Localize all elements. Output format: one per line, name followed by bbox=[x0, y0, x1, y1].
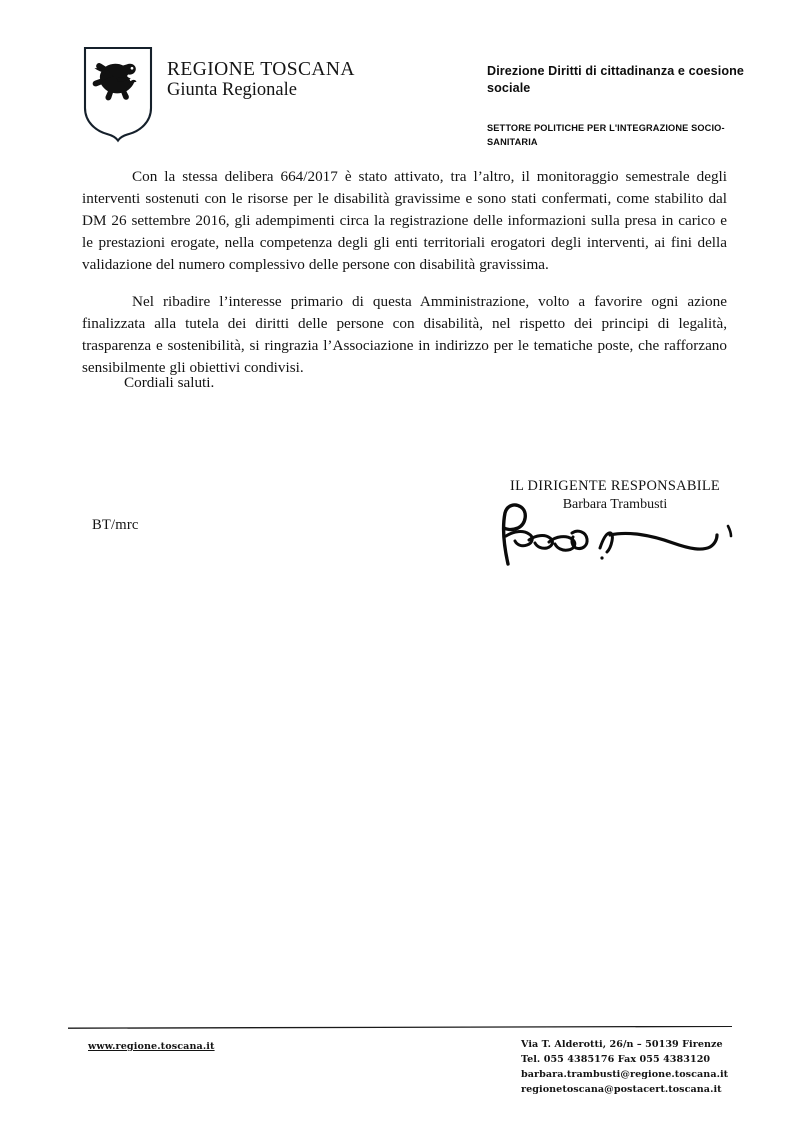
organization-names bbox=[167, 45, 355, 102]
signatory-name: Barbara Trambusti bbox=[562, 496, 668, 512]
closing-salutation: Cordiali saluti. bbox=[124, 374, 215, 391]
department-block bbox=[487, 63, 757, 149]
department-sector: SETTORE POLITICHE PER L'INTEGRAZIONE SOCIO-SANITARIA bbox=[487, 123, 725, 147]
body-paragraph: Con la stessa delibera 664/2017 è stato attivato, tra l’altro, il monitoraggio semestrale degli interventi sostenuti con le risorse per le disabilità gravissime e sono stati confermati, come stabilito dal DM 26 settembre 2016, gli adempimenti circa la registrazione delle informazioni sulla presa in carico e le prestazioni erogate, nella competenza degli gli enti territoriali erogatori degli interventi, ai fini della validazione del numero complessivo delle persone con disabilità gravissima. bbox=[82, 168, 727, 273]
handwritten-signature-icon bbox=[488, 502, 763, 570]
signatory-role: IL DIRIGENTE RESPONSABILE bbox=[509, 478, 721, 494]
reference-initials: BT/mrc bbox=[92, 517, 139, 533]
footer-divider bbox=[68, 1026, 732, 1029]
contact-details bbox=[521, 1038, 728, 1097]
tuscany-pegasus-shield-icon bbox=[82, 45, 154, 143]
footer bbox=[0, 1038, 800, 1108]
letter-body bbox=[82, 166, 727, 379]
contact-email[interactable]: barbara.trambusti@regione.toscana.it bbox=[521, 1068, 729, 1080]
website-link[interactable]: www.regione.toscana.it bbox=[88, 1041, 215, 1052]
department-title: Direzione Diritti di cittadinanza e coesione sociale bbox=[487, 64, 745, 95]
contact-pec[interactable]: regionetoscana@postacert.toscana.it bbox=[521, 1083, 722, 1095]
contact-phone-fax: Tel. 055 4385176 Fax 055 4383120 bbox=[521, 1053, 711, 1065]
organization-name-secondary: Giunta Regionale bbox=[167, 80, 297, 101]
letterhead bbox=[0, 45, 800, 160]
organization-logo-block bbox=[82, 45, 355, 143]
organization-name-primary: REGIONE TOSCANA bbox=[167, 59, 355, 80]
body-paragraph: Nel ribadire l’interesse primario di questa Amministrazione, volto a favorire ogni azione finalizzata alla tutela dei diritti delle persone con disabilità, nel rispetto dei principi di legalità, trasparenza e sostenibilità, si ringrazia l’Associazione in indirizzo per le tematiche poste, che rafforzano sensibilmente gli obiettivi condivisi. bbox=[82, 293, 727, 377]
contact-address: Via T. Alderotti, 26/n – 50139 Firenze bbox=[521, 1039, 723, 1050]
